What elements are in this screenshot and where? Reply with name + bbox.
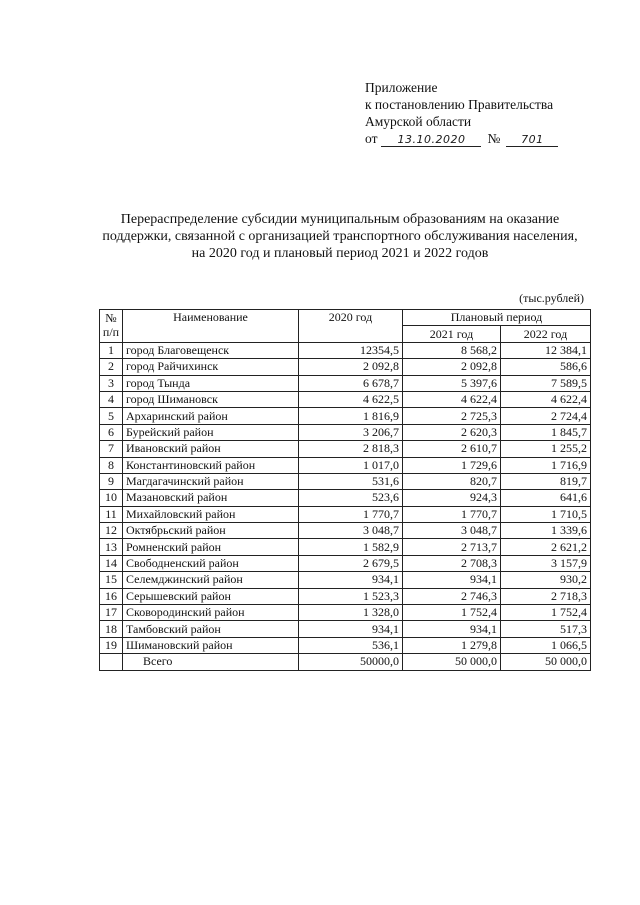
cell-2021: 8 568,2 [403,342,501,358]
cell-num: 14 [100,555,123,571]
table-row [100,539,591,555]
cell-name: Свободненский район [123,555,299,571]
cell-2022: 7 589,5 [501,375,591,391]
cell-2020: 3 206,7 [299,424,403,440]
cell-2022: 2 621,2 [501,539,591,555]
cell-2022: 12 384,1 [501,342,591,358]
cell-2021: 820,7 [403,473,501,489]
cell-2020: 2 092,8 [299,359,403,375]
table-row [100,424,591,440]
cell-2021: 2 708,3 [403,555,501,571]
document-title: Перераспределение субсидии муниципальным образованиям на оказание поддержки, связанной с организацией транспортного обслуживания населения, на 2020 год и плановый период 2021 и 2022 годов [102,212,578,261]
table-row [100,342,591,358]
total-label: Всего [123,654,299,670]
cell-2021: 924,3 [403,490,501,506]
cell-2021: 2 713,7 [403,539,501,555]
cell-num: 3 [100,375,123,391]
cell-2020: 1 017,0 [299,457,403,473]
cell-name: Михайловский район [123,506,299,522]
table-row [100,490,591,506]
header-2021: 2021 год [403,326,501,342]
cell-name: город Благовещенск [123,342,299,358]
table-row [100,605,591,621]
cell-2021: 1 770,7 [403,506,501,522]
cell-num: 2 [100,359,123,375]
cell-2020: 2 818,3 [299,441,403,457]
cell-2020: 536,1 [299,637,403,653]
header-2020: 2020 год [299,310,403,343]
table-row [100,375,591,391]
appendix-resolution: к постановлению Правительства [365,97,554,112]
cell-num: 5 [100,408,123,424]
cell-2022: 641,6 [501,490,591,506]
cell-num: 7 [100,441,123,457]
cell-name: город Тында [123,375,299,391]
table-row [100,621,591,637]
cell-name: Серышевский район [123,588,299,604]
cell-num: 16 [100,588,123,604]
table-row [100,637,591,653]
cell-2021: 2 610,7 [403,441,501,457]
cell-num: 12 [100,523,123,539]
cell-name: Константиновский район [123,457,299,473]
handwritten-date: 13.10.2020 [381,133,481,147]
unit-label: (тыс.рублей) [519,291,584,305]
cell-2022: 1 710,5 [501,506,591,522]
cell-2021: 2 092,8 [403,359,501,375]
cell-2020: 1 582,9 [299,539,403,555]
table-total-row [100,654,591,670]
cell-2022: 586,6 [501,359,591,375]
handwritten-number: 701 [506,133,558,147]
table-row [100,555,591,571]
cell-2020: 1 328,0 [299,605,403,621]
cell-2021: 5 397,6 [403,375,501,391]
table-row [100,441,591,457]
cell-2020: 3 048,7 [299,523,403,539]
cell-2021: 2 746,3 [403,588,501,604]
cell-2021: 934,1 [403,621,501,637]
cell-2020: 1 816,9 [299,408,403,424]
cell-2020: 934,1 [299,572,403,588]
cell-name: город Шимановск [123,391,299,407]
cell-2021: 3 048,7 [403,523,501,539]
appendix-region: Амурской области [365,114,472,129]
table-row [100,473,591,489]
cell-2022: 1 845,7 [501,424,591,440]
cell-2021: 1 729,6 [403,457,501,473]
cell-2022: 1 339,6 [501,523,591,539]
header-plan-period: Плановый период [403,310,591,326]
number-label: № [487,131,501,146]
cell-num: 1 [100,342,123,358]
table-row [100,588,591,604]
cell-2020: 4 622,5 [299,391,403,407]
cell-name: Октябрьский район [123,523,299,539]
appendix-date-number [365,130,558,147]
cell-name: Шимановский район [123,637,299,653]
total-2021: 50 000,0 [403,654,501,670]
cell-name: Тамбовский район [123,621,299,637]
cell-2020: 934,1 [299,621,403,637]
cell-num: 8 [100,457,123,473]
cell-2020: 523,6 [299,490,403,506]
cell-2022: 2 724,4 [501,408,591,424]
appendix-title: Приложение [365,80,438,95]
cell-name: город Райчихинск [123,359,299,375]
cell-name: Магдагачинский район [123,473,299,489]
cell-2022: 930,2 [501,572,591,588]
cell-name: Ромненский район [123,539,299,555]
cell-name: Ивановский район [123,441,299,457]
cell-name: Бурейский район [123,424,299,440]
header-num-line1: № [105,311,117,325]
table-row [100,506,591,522]
cell-num: 17 [100,605,123,621]
subsidy-table [99,309,591,671]
cell-num: 11 [100,506,123,522]
cell-2022: 4 622,4 [501,391,591,407]
header-num [100,310,123,343]
cell-name: Селемджинский район [123,572,299,588]
total-2020: 50000,0 [299,654,403,670]
cell-2020: 6 678,7 [299,375,403,391]
cell-name: Архаринский район [123,408,299,424]
cell-2020: 1 523,3 [299,588,403,604]
cell-num: 10 [100,490,123,506]
total-2022: 50 000,0 [501,654,591,670]
cell-2021: 2 725,3 [403,408,501,424]
from-label: от [365,131,378,146]
header-num-line2: п/п [102,325,120,339]
appendix-block [365,79,558,147]
cell-2021: 934,1 [403,572,501,588]
cell-2021: 4 622,4 [403,391,501,407]
cell-2022: 819,7 [501,473,591,489]
cell-num: 9 [100,473,123,489]
cell-2022: 1 255,2 [501,441,591,457]
cell-num: 18 [100,621,123,637]
cell-2022: 1 066,5 [501,637,591,653]
cell-2020: 1 770,7 [299,506,403,522]
cell-num: 13 [100,539,123,555]
cell-2021: 1 752,4 [403,605,501,621]
cell-num: 4 [100,391,123,407]
cell-2022: 1 752,4 [501,605,591,621]
cell-2022: 517,3 [501,621,591,637]
cell-2020: 12354,5 [299,342,403,358]
cell-2020: 531,6 [299,473,403,489]
cell-num: 6 [100,424,123,440]
table-row [100,359,591,375]
table-row [100,523,591,539]
cell-2021: 2 620,3 [403,424,501,440]
cell-2021: 1 279,8 [403,637,501,653]
table-row [100,408,591,424]
cell-name: Мазановский район [123,490,299,506]
table-row [100,572,591,588]
table-header-row [100,310,591,326]
header-name: Наименование [123,310,299,343]
cell-2022: 1 716,9 [501,457,591,473]
table-row [100,457,591,473]
cell-num: 15 [100,572,123,588]
cell-2020: 2 679,5 [299,555,403,571]
cell-name: Сковородинский район [123,605,299,621]
cell-2022: 2 718,3 [501,588,591,604]
table-row [100,391,591,407]
cell-num: 19 [100,637,123,653]
cell-num-empty [100,654,123,670]
cell-2022: 3 157,9 [501,555,591,571]
header-2022: 2022 год [501,326,591,342]
